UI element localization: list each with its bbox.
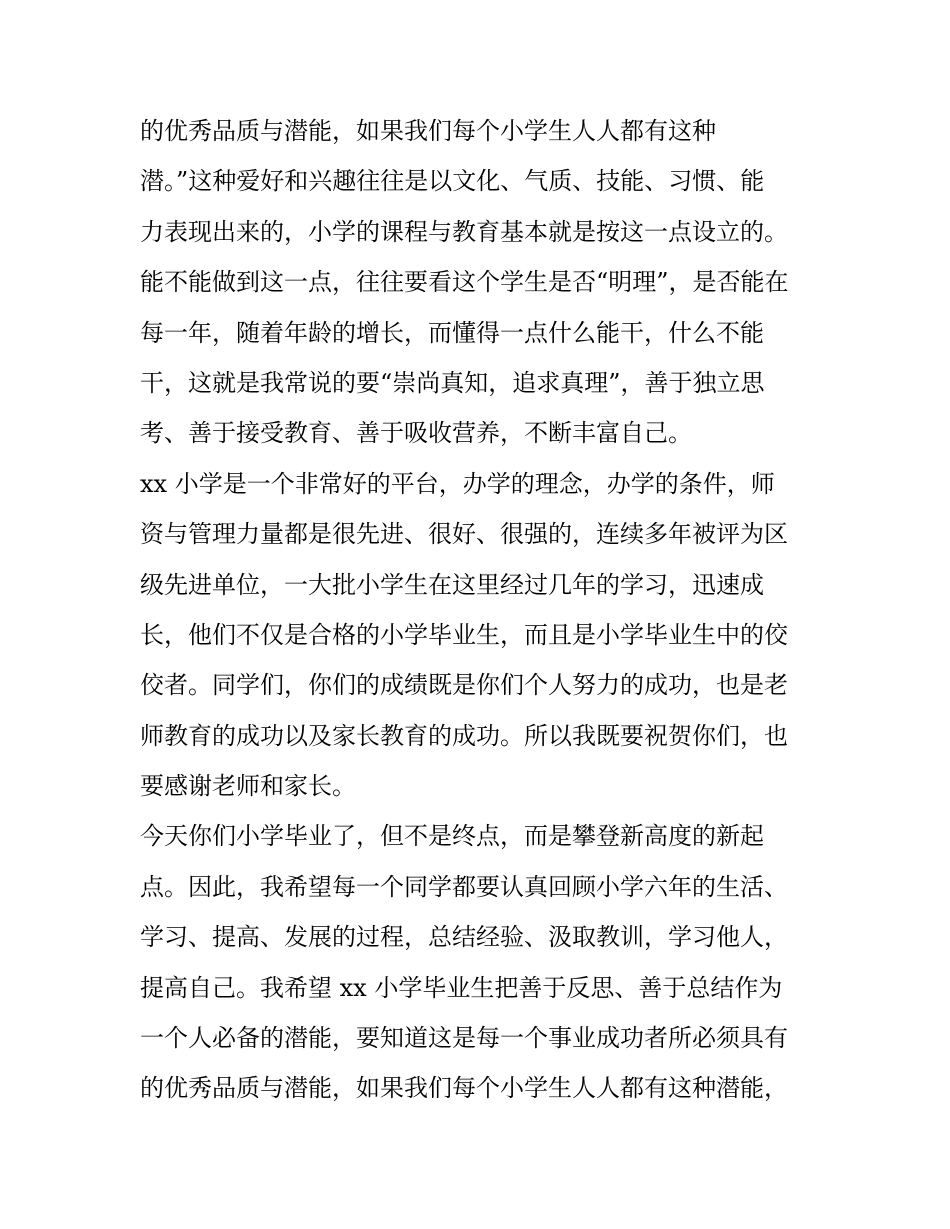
text-line: 一个人必备的潜能，要知道这是每一个事业成功者所必须具有 bbox=[140, 1024, 788, 1053]
text-line: 潜。”这种爱好和兴趣往往是以文化、气质、技能、习惯、能 bbox=[140, 167, 765, 196]
text-line: 考、善于接受教育、善于吸收营养，不断丰富自己。 bbox=[140, 419, 692, 448]
text-line: 级先进单位，一大批小学生在这里经过几年的学习，迅速成 bbox=[140, 570, 764, 599]
text-line: 师教育的成功以及家长教育的成功。所以我既要祝贺你们，也 bbox=[140, 721, 788, 750]
text-line: 要感谢老师和家长。 bbox=[140, 772, 356, 801]
text-line: 佼者。同学们，你们的成绩既是你们个人努力的成功，也是老 bbox=[140, 671, 788, 700]
text-line: 力表现出来的，小学的课程与教育基本就是按这一点设立的。 bbox=[140, 217, 788, 246]
text-line: 能不能做到这一点，往往要看这个学生是否“明理”，是否能在 bbox=[140, 268, 789, 297]
text-line: 学习、提高、发展的过程，总结经验、汲取教训，学习他人， bbox=[140, 923, 788, 952]
text-line: 每一年，随着年龄的增长，而懂得一点什么能干，什么不能 bbox=[140, 318, 764, 347]
text-line: 的优秀品质与潜能，如果我们每个小学生人人都有这种 bbox=[140, 117, 716, 145]
text-line: 长，他们不仅是合格的小学毕业生，而且是小学毕业生中的佼 bbox=[140, 620, 788, 649]
text-line: 今天你们小学毕业了，但不是终点，而是攀登新高度的新起 bbox=[140, 822, 764, 851]
text-line: 干，这就是我常说的要“崇尚真知，追求真理”，善于独立思 bbox=[140, 368, 765, 397]
text-line: 资与管理力量都是很先进、很好、很强的，连续多年被评为区 bbox=[140, 520, 788, 549]
text-line: xx 小学是一个非常好的平台，办学的理念，办学的条件，师 bbox=[140, 469, 775, 498]
text-line: 提高自己。我希望 xx 小学毕业生把善于反思、善于总结作为 bbox=[140, 973, 783, 1002]
text-line: 点。因此，我希望每一个同学都要认真回顾小学六年的生活、 bbox=[140, 872, 788, 901]
text-line: 的优秀品质与潜能，如果我们每个小学生人人都有这种潜能， bbox=[140, 1074, 788, 1103]
document-body bbox=[140, 106, 830, 1114]
